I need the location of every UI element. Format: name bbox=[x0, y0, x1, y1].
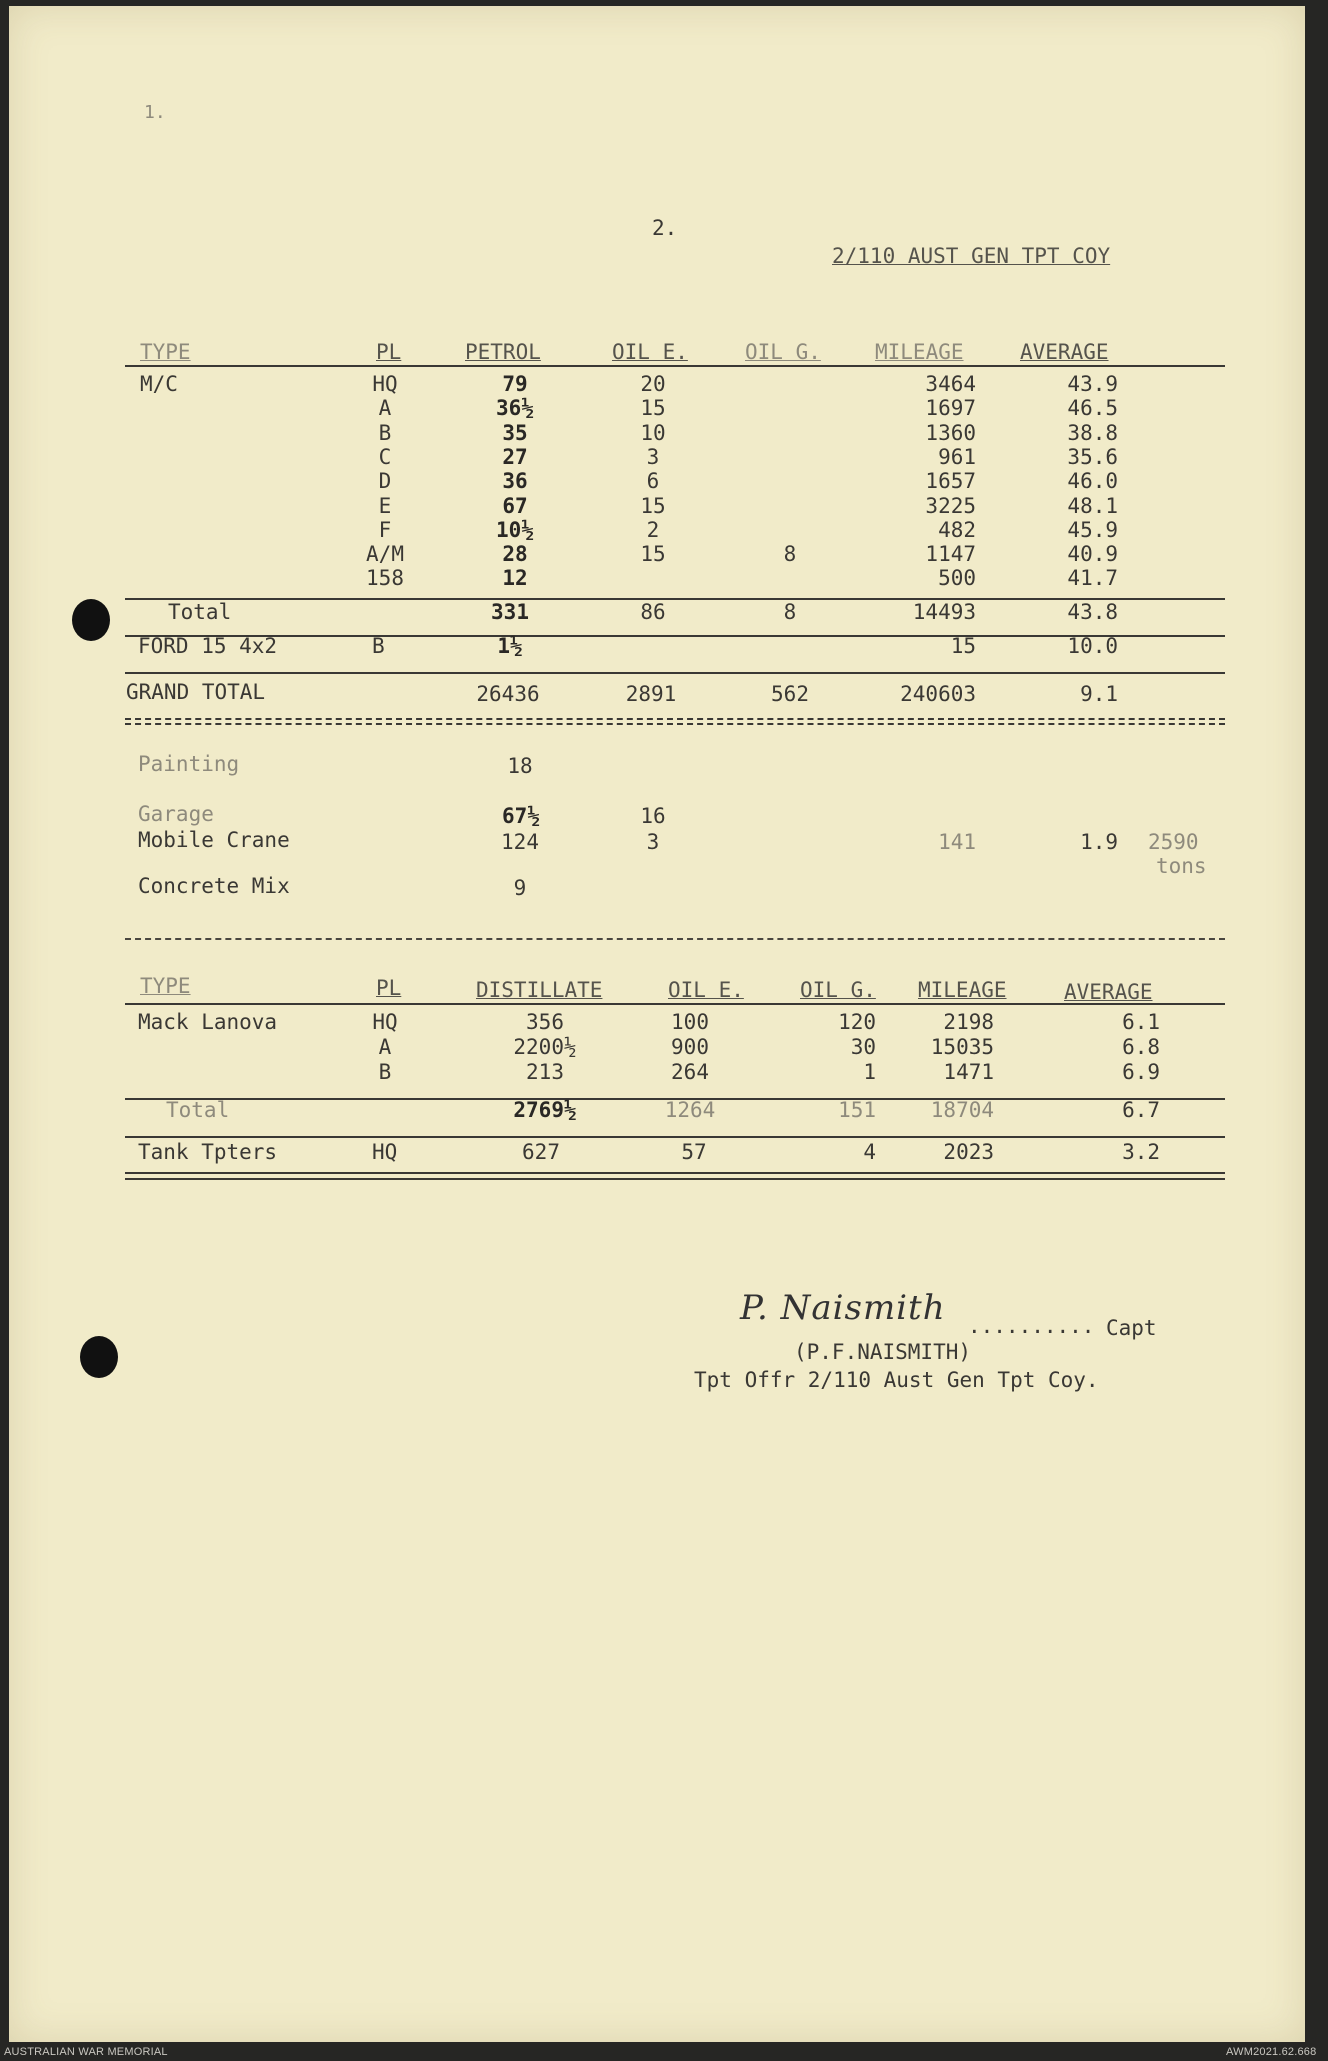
col-header-petrol: PETROL bbox=[465, 340, 541, 364]
cell-average: 6.8 bbox=[1122, 1035, 1160, 1059]
cell-oil-e: 264 bbox=[671, 1060, 709, 1084]
unit-heading: 2/110 AUST GEN TPT COY bbox=[832, 244, 1111, 268]
dist-col-header-type: TYPE bbox=[140, 974, 191, 998]
cell-pl: A bbox=[378, 1035, 392, 1059]
cell-mileage: 482 bbox=[938, 517, 976, 542]
misc-painting-petrol: 18 bbox=[507, 754, 533, 778]
misc-garage-petrol: 67½ bbox=[502, 804, 540, 828]
misc-garage-label: Garage bbox=[138, 802, 214, 826]
grand-total-label: GRAND TOTAL bbox=[126, 680, 266, 704]
cell-distillate: 356 bbox=[526, 1010, 564, 1034]
cell-mileage: 1471 bbox=[943, 1060, 994, 1084]
dist-col-header-pl: PL bbox=[376, 976, 402, 1000]
misc-crane-petrol: 124 bbox=[501, 830, 539, 854]
cell-type: Mack Lanova bbox=[138, 1010, 278, 1034]
col-header-oil-e: OIL E. bbox=[612, 340, 688, 364]
tank-oil-e: 57 bbox=[681, 1140, 707, 1164]
cell-pl: 158 bbox=[366, 566, 404, 591]
footer-institution: AUSTRALIAN WAR MEMORIAL bbox=[4, 2046, 168, 2058]
cell-average: 48.1 bbox=[1067, 493, 1118, 518]
cell-petrol: 27 bbox=[502, 444, 528, 469]
cell-petrol: 79 bbox=[502, 372, 528, 396]
cell-oil-e: 20 bbox=[640, 372, 666, 396]
cell-petrol: 12 bbox=[502, 566, 528, 591]
cell-oil-g: 8 bbox=[783, 542, 797, 567]
misc-crane-average: 1.9 bbox=[1080, 830, 1118, 854]
tank-pl: HQ bbox=[372, 1140, 398, 1164]
grand-total-average: 9.1 bbox=[1080, 682, 1118, 706]
cell-oil-e: 10 bbox=[640, 420, 666, 445]
misc-crane-mileage: 141 bbox=[938, 830, 976, 854]
dist-col-header-oil-g: OIL G. bbox=[800, 978, 876, 1002]
dist-col-header-oil-e: OIL E. bbox=[668, 978, 744, 1002]
punch-hole-top bbox=[72, 599, 110, 641]
tank-type: Tank Tpters bbox=[138, 1140, 278, 1164]
cell-mileage: 15035 bbox=[930, 1035, 994, 1059]
handwritten-signature: P. Naismith bbox=[740, 1288, 946, 1328]
dist-col-header-mileage: MILEAGE bbox=[918, 978, 1007, 1002]
col-header-average: AVERAGE bbox=[1020, 340, 1109, 364]
cell-oil-e: 100 bbox=[671, 1010, 709, 1034]
dist-total-label: Total bbox=[166, 1098, 230, 1122]
dist-total-distillate: 2769½ bbox=[513, 1098, 577, 1122]
misc-garage-oil-e: 16 bbox=[640, 804, 666, 828]
cell-pl: A/M bbox=[366, 542, 404, 567]
cell-petrol: 10½ bbox=[496, 517, 534, 542]
cell-mileage: 3464 bbox=[925, 372, 976, 396]
cell-pl: C bbox=[378, 444, 392, 469]
misc-crane-label: Mobile Crane bbox=[138, 828, 290, 852]
corner-mark: 1. bbox=[144, 102, 166, 123]
ford-mileage: 15 bbox=[950, 634, 976, 658]
cell-pl: E bbox=[378, 493, 392, 518]
tank-distillate: 627 bbox=[522, 1140, 560, 1164]
signatory-title: Tpt Offr 2/110 Aust Gen Tpt Coy. bbox=[694, 1368, 1099, 1392]
cell-oil-g: 120 bbox=[838, 1010, 876, 1034]
petrol-total-label: Total bbox=[168, 600, 232, 624]
dist-total-average: 6.7 bbox=[1122, 1098, 1160, 1122]
cell-pl: HQ bbox=[372, 372, 398, 396]
petrol-total-mileage: 14493 bbox=[912, 600, 976, 624]
cell-average: 35.6 bbox=[1067, 444, 1118, 469]
grand-total-oil-g: 562 bbox=[771, 682, 809, 706]
cell-average: 46.0 bbox=[1067, 469, 1118, 494]
tank-oil-g: 4 bbox=[863, 1140, 876, 1164]
dist-total-mileage: 18704 bbox=[930, 1098, 994, 1122]
signature-rank: Capt bbox=[1106, 1316, 1157, 1340]
cell-distillate: 213 bbox=[526, 1060, 564, 1084]
page-number: 2. bbox=[652, 216, 678, 240]
petrol-total-oil-g: 8 bbox=[783, 600, 797, 624]
misc-crane-extra-unit: tons bbox=[1156, 854, 1207, 878]
cell-pl: B bbox=[378, 420, 392, 445]
punch-hole-bottom bbox=[80, 1336, 118, 1378]
petrol-total-average: 43.8 bbox=[1067, 600, 1118, 624]
cell-petrol: 28 bbox=[502, 542, 528, 567]
cell-average: 38.8 bbox=[1067, 420, 1118, 445]
total-rule bbox=[125, 598, 1225, 600]
header-rule bbox=[125, 365, 1225, 367]
grand-total-petrol: 26436 bbox=[476, 682, 540, 706]
cell-mileage: 1697 bbox=[925, 396, 976, 421]
footer-accession-number: AWM2021.62.668 bbox=[1226, 2046, 1317, 2058]
cell-average: 6.9 bbox=[1122, 1060, 1160, 1084]
ford-petrol: 1½ bbox=[497, 634, 523, 658]
misc-crane-extra: 2590 bbox=[1148, 830, 1199, 854]
cell-petrol: 67 bbox=[502, 493, 528, 518]
cell-oil-e: 15 bbox=[640, 396, 666, 421]
cell-mileage: 2198 bbox=[943, 1010, 994, 1034]
cell-oil-e: 3 bbox=[646, 444, 660, 469]
misc-concrete-petrol: 9 bbox=[513, 876, 527, 900]
dist-total-oil-g: 151 bbox=[838, 1098, 876, 1122]
cell-mileage: 3225 bbox=[925, 493, 976, 518]
dist-col-header-distillate: DISTILLATE bbox=[476, 978, 603, 1002]
cell-average: 43.9 bbox=[1067, 372, 1118, 396]
cell-average: 45.9 bbox=[1067, 517, 1118, 542]
signatory-name: (P.F.NAISMITH) bbox=[794, 1340, 972, 1364]
ford-type: FORD 15 4x2 bbox=[138, 634, 278, 658]
cell-type: M/C bbox=[140, 372, 178, 396]
cell-pl: A bbox=[378, 396, 392, 421]
cell-mileage: 1360 bbox=[925, 420, 976, 445]
cell-petrol: 35 bbox=[502, 420, 528, 445]
cell-mileage: 1147 bbox=[925, 542, 976, 567]
grand-total-rule bbox=[125, 672, 1225, 674]
col-header-mileage: MILEAGE bbox=[875, 340, 964, 364]
cell-mileage: 500 bbox=[938, 566, 976, 591]
cell-pl: HQ bbox=[372, 1010, 398, 1034]
dist-header-rule bbox=[125, 1003, 1225, 1005]
cell-petrol: 36 bbox=[502, 469, 528, 494]
misc-concrete-label: Concrete Mix bbox=[138, 874, 290, 898]
dist-bottom-double-rule bbox=[125, 1172, 1225, 1180]
ford-pl: B bbox=[372, 634, 385, 658]
misc-crane-oil-e: 3 bbox=[646, 830, 660, 854]
cell-oil-e: 900 bbox=[671, 1035, 709, 1059]
tank-average: 3.2 bbox=[1122, 1140, 1160, 1164]
section-dashed-rule bbox=[125, 938, 1225, 940]
cell-mileage: 961 bbox=[938, 444, 976, 469]
petrol-total-petrol: 331 bbox=[491, 600, 529, 624]
ford-average: 10.0 bbox=[1067, 634, 1118, 658]
cell-oil-g: 1 bbox=[863, 1060, 876, 1084]
cell-average: 6.1 bbox=[1122, 1010, 1160, 1034]
grand-total-oil-e: 2891 bbox=[625, 682, 677, 706]
dist-total-oil-e: 1264 bbox=[664, 1098, 716, 1122]
cell-oil-e: 6 bbox=[646, 469, 660, 494]
petrol-total-oil-e: 86 bbox=[640, 600, 666, 624]
cell-oil-e: 2 bbox=[646, 517, 660, 542]
cell-petrol: 36½ bbox=[496, 396, 534, 421]
cell-pl: D bbox=[378, 469, 392, 494]
dist-tank-rule bbox=[125, 1136, 1225, 1138]
col-header-oil-g: OIL G. bbox=[745, 340, 821, 364]
misc-painting-label: Painting bbox=[138, 752, 240, 776]
col-header-type: TYPE bbox=[140, 340, 191, 364]
cell-pl: B bbox=[378, 1060, 392, 1084]
cell-oil-e: 15 bbox=[640, 493, 666, 518]
signature-dots: .......... bbox=[968, 1314, 1095, 1338]
cell-mileage: 1657 bbox=[925, 469, 976, 494]
col-header-pl: PL bbox=[376, 340, 402, 364]
cell-oil-g: 30 bbox=[850, 1035, 876, 1059]
cell-average: 46.5 bbox=[1067, 396, 1118, 421]
cell-distillate: 2200½ bbox=[513, 1035, 577, 1059]
grand-total-double-rule bbox=[125, 718, 1225, 725]
cell-pl: F bbox=[378, 517, 392, 542]
cell-average: 41.7 bbox=[1067, 566, 1118, 591]
grand-total-mileage: 240603 bbox=[900, 682, 976, 706]
cell-average: 40.9 bbox=[1067, 542, 1118, 567]
cell-oil-e: 15 bbox=[640, 542, 666, 567]
tank-mileage: 2023 bbox=[943, 1140, 994, 1164]
dist-col-header-average: AVERAGE bbox=[1064, 980, 1153, 1004]
